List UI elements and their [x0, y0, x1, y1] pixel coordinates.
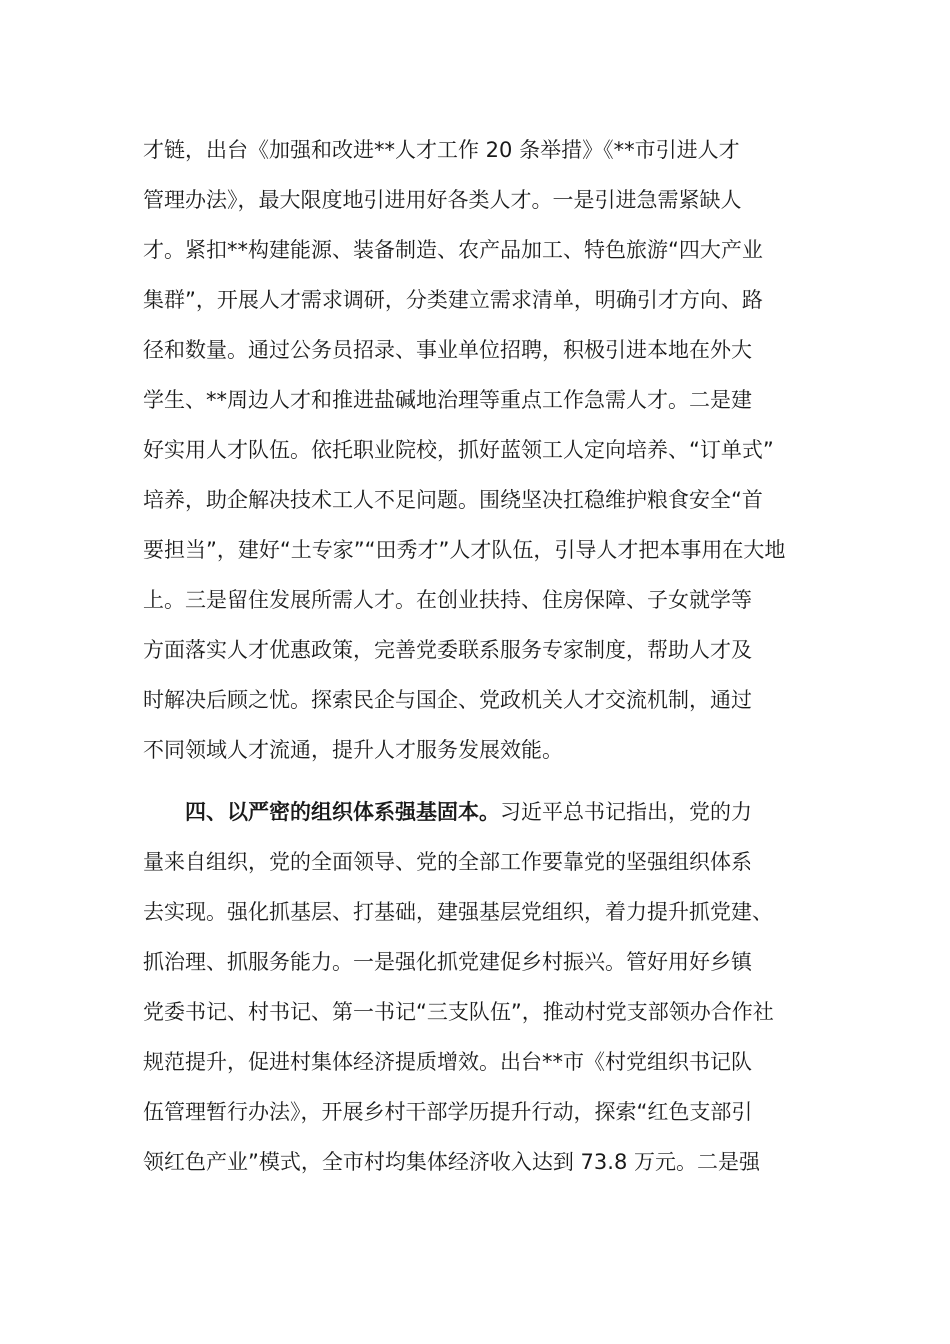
paragraph-organization — [143, 787, 813, 1187]
text-line: 党委书记、村书记、第一书记“三支队伍”，推动村党支部领办合作社 — [143, 1000, 774, 1024]
section-heading: 四、以严密的组织体系强基固本。 — [185, 800, 500, 824]
text-line: 才链，出台《加强和改进**人才工作 20 条举措》《**市引进人才 — [143, 138, 740, 162]
paragraph-talent — [143, 125, 813, 775]
text-line: 管理办法》，最大限度地引进用好各类人才。一是引进急需紧缺人 — [143, 188, 742, 212]
text-line: 领红色产业”模式，全市村均集体经济收入达到 73.8 万元。二是强 — [143, 1150, 760, 1174]
text-line: 径和数量。通过公务员招录、事业单位招聘，积极引进本地在外大 — [143, 338, 752, 362]
text-line: 培养，助企解决技术工人不足问题。围绕坚决扛稳维护粮食安全“首 — [143, 488, 763, 512]
document-body — [143, 125, 813, 1187]
text-line: 才。紧扣**构建能源、装备制造、农产品加工、特色旅游“四大产业 — [143, 238, 763, 262]
text-line: 要担当”，建好“土专家”“田秀才”人才队伍，引导人才把本事用在大地 — [143, 538, 786, 562]
text-line: 集群”，开展人才需求调研，分类建立需求清单，明确引才方向、路 — [143, 288, 763, 312]
text-line: 不同领域人才流通，提升人才服务发展效能。 — [143, 738, 563, 762]
text-line: 好实用人才队伍。依托职业院校，抓好蓝领工人定向培养、“订单式” — [143, 438, 774, 462]
heading-continuation: 习近平总书记指出，党的力 — [500, 800, 752, 824]
text-line: 抓治理、抓服务能力。一是强化抓党建促乡村振兴。管好用好乡镇 — [143, 950, 752, 974]
text-line: 伍管理暂行办法》，开展乡村干部学历提升行动，探索“红色支部引 — [143, 1100, 753, 1124]
text-line: 方面落实人才优惠政策，完善党委联系服务专家制度，帮助人才及 — [143, 638, 752, 662]
paragraph-spacer — [143, 775, 813, 787]
text-line: 量来自组织，党的全面领导、党的全部工作要靠党的坚强组织体系 — [143, 850, 752, 874]
text-line: 学生、**周边人才和推进盐碱地治理等重点工作急需人才。二是建 — [143, 388, 752, 412]
text-line: 规范提升，促进村集体经济提质增效。出台**市《村党组织书记队 — [143, 1050, 752, 1074]
text-line: 上。三是留住发展所需人才。在创业扶持、住房保障、子女就学等 — [143, 588, 752, 612]
text-line: 去实现。强化抓基层、打基础，建强基层党组织，着力提升抓党建、 — [143, 900, 773, 924]
text-line-first — [143, 787, 813, 837]
text-line: 时解决后顾之忧。探索民企与国企、党政机关人才交流机制，通过 — [143, 688, 752, 712]
